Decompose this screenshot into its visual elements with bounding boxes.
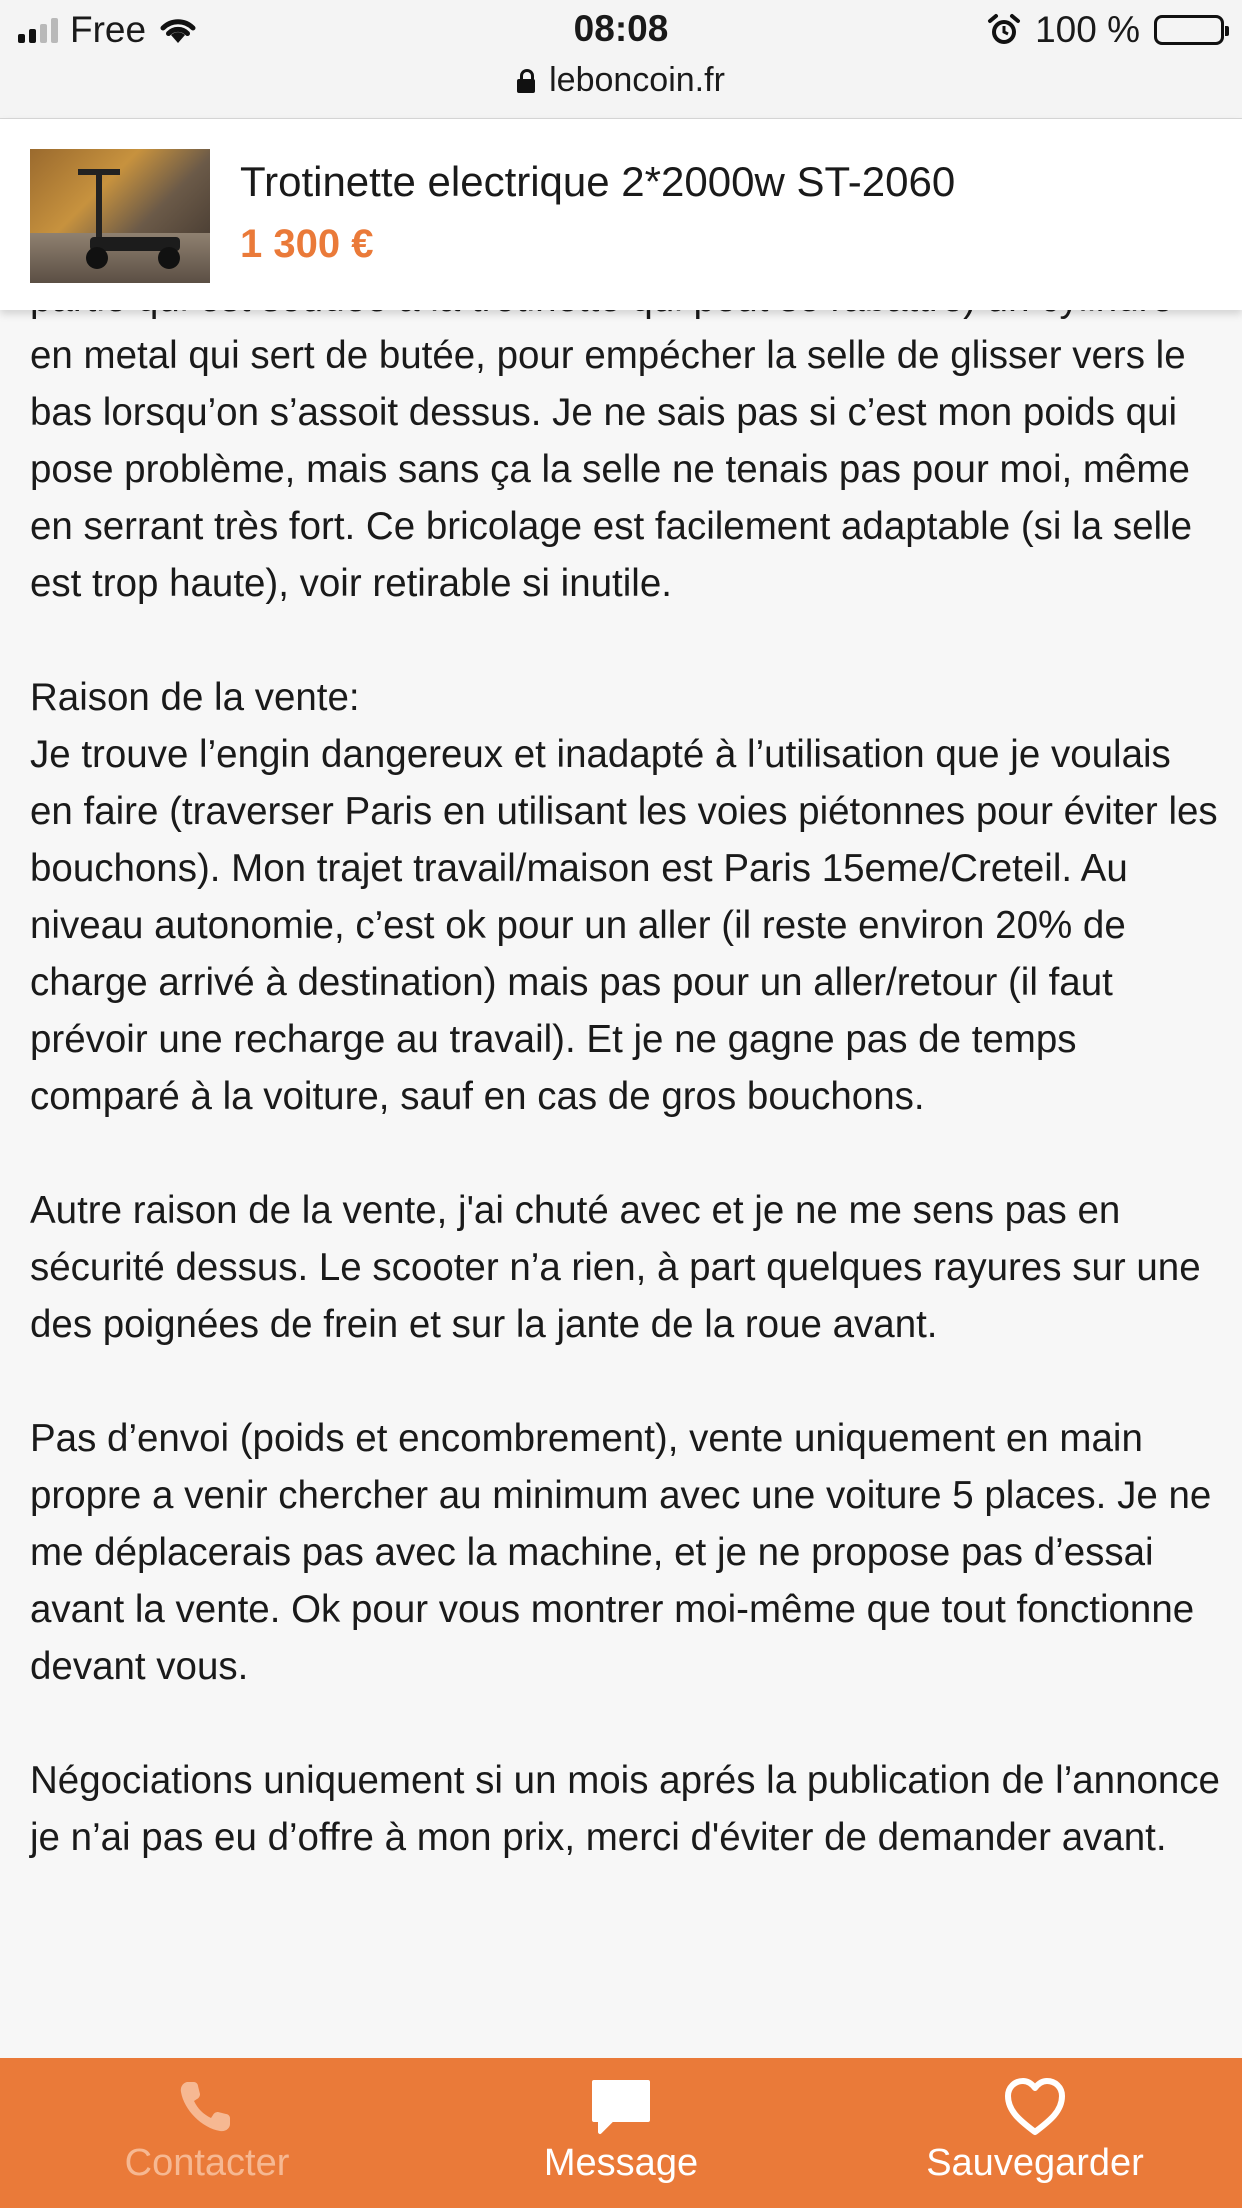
status-bar: [0, 0, 1242, 60]
url-bar[interactable]: [0, 56, 1242, 104]
description-paragraph: en metal qui sert de butée, pour empécher la selle de glisser vers le bas lorsqu’on s’assoit dessus. Je ne sais pas si c’est mon poids qui pose problème, mais sans ça la selle ne tenais pas pour moi, même en serrant très fort. Ce bricolage est facilement adaptable (si la selle est trop haute), voir retirable si inutile.: [30, 334, 1192, 605]
description-paragraph: Autre raison de la vente, j'ai chuté avec et je ne me sens pas en sécurité dessus. Le scooter n’a rien, à part quelques rayures sur une des poignées de frein et sur la jante de la roue avant.: [30, 1189, 1201, 1346]
browser-bar: [0, 0, 1242, 119]
battery-percent: 100 %: [1035, 9, 1140, 50]
status-right: [987, 8, 1224, 52]
save-button[interactable]: [828, 2058, 1242, 2208]
phone-icon: [174, 2076, 240, 2138]
description-paragraph: [30, 669, 1220, 1125]
message-button[interactable]: [414, 2058, 828, 2208]
carrier-name: Free: [70, 9, 147, 50]
product-thumbnail[interactable]: [30, 149, 210, 283]
battery-icon: [1154, 15, 1224, 45]
description-heading: Raison de la vente:: [30, 676, 360, 719]
product-price: 1 300 €: [240, 222, 374, 266]
description-paragraph: Négociations uniquement si un mois aprés la publication de l’annonce je n’ai pas eu d’offre à mon prix, merci d'éviter de demander avant.: [30, 1759, 1220, 1859]
heart-icon: [1002, 2076, 1068, 2138]
save-label: Sauvegarder: [926, 2142, 1144, 2184]
lock-icon: [517, 79, 535, 93]
message-icon: [588, 2076, 654, 2138]
contact-button[interactable]: [0, 2058, 414, 2208]
status-time: 08:08: [573, 8, 669, 49]
url-text: leboncoin.fr: [549, 61, 725, 99]
product-title: Trotinette electrique 2*2000w ST-2060: [240, 158, 956, 205]
product-header[interactable]: [0, 119, 1242, 310]
message-label: Message: [543, 2142, 699, 2184]
ad-description: [30, 270, 1220, 1923]
description-text: Je trouve l’engin dangereux et inadapté à l’utilisation que je voulais en faire (traverser Paris en utilisant les voies piétonnes pour éviter les bouchons). Mon trajet travail/maison est Paris 15eme/Creteil. Au niveau autonomie, c’est ok pour un aller (il reste environ 20% de charge arrivé à destination) mais pas pour un aller/retour (il faut prévoir une recharge au travail). Et je ne gagne pas de temps comparé à la voiture, sauf en cas de gros bouchons.: [30, 733, 1218, 1118]
description-paragraph: Pas d’envoi (poids et encombrement), vente uniquement en main propre a venir chercher au minimum avec une voiture 5 places. Je ne me déplacerais pas avec la machine, et je ne propose pas d’essai avant la vente. Ok pour vous montrer moi-même que tout fonctionne devant vous.: [30, 1417, 1212, 1688]
contact-label: Contacter: [124, 2142, 290, 2184]
action-bar: [0, 2058, 1242, 2208]
alarm-icon: [987, 13, 1021, 47]
